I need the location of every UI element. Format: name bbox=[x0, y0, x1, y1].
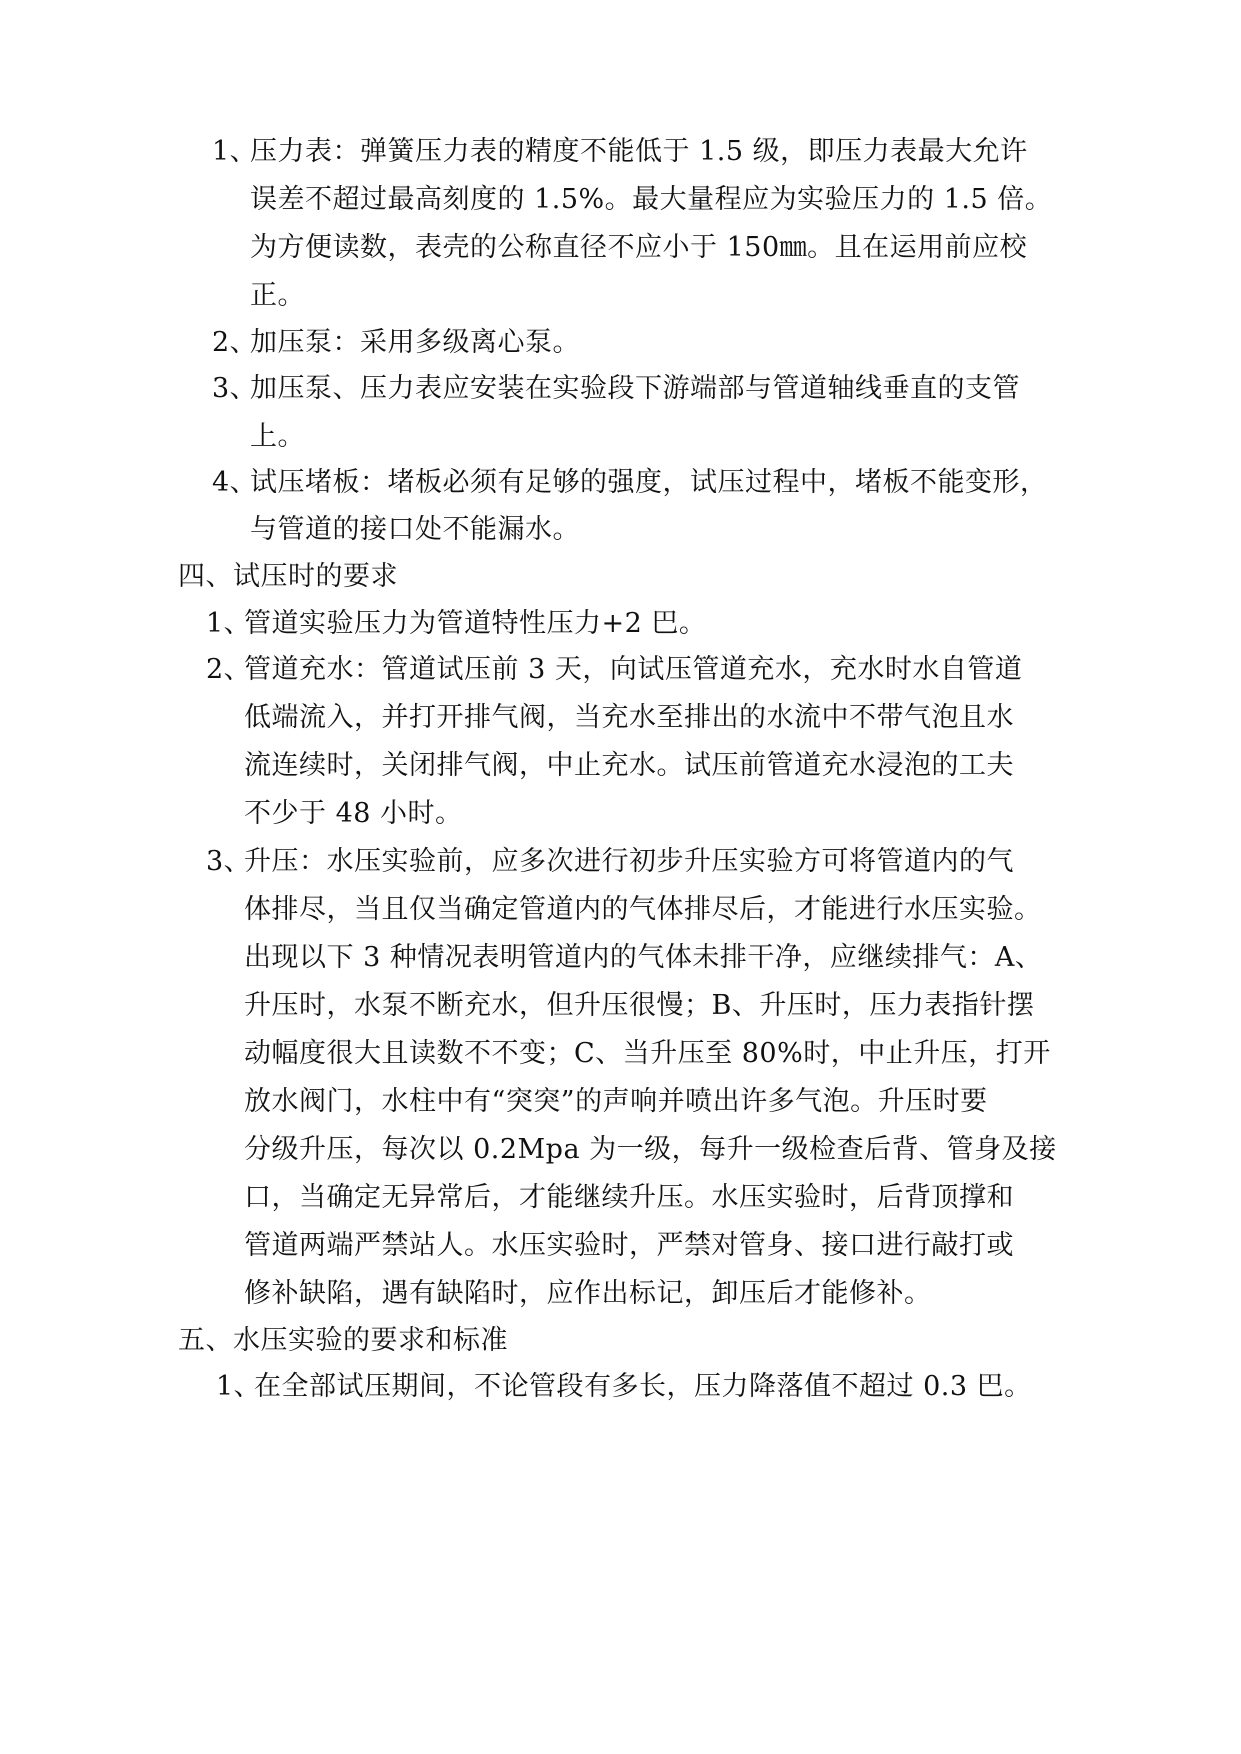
item-text-line: 为方便读数，表壳的公称直径不应小于 150㎜。且在运用前应校 bbox=[250, 232, 1028, 263]
item-text-line: 升压：水压实验前，应多次进行初步升压实验方可将管道内的气 bbox=[244, 846, 1014, 877]
item-text-line: 试压堵板：堵板必须有足够的强度，试压过程中，堵板不能变形， bbox=[250, 467, 1048, 498]
item-marker: 1、 bbox=[212, 136, 258, 167]
item-marker: 1、 bbox=[206, 608, 252, 639]
item-marker: 2、 bbox=[212, 327, 258, 358]
item-text-line: 出现以下 3 种情况表明管道内的气体未排干净，应继续排气：A、 bbox=[244, 942, 1043, 973]
item-text-line: 修补缺陷，遇有缺陷时，应作出标记，卸压后才能修补。 bbox=[244, 1278, 932, 1309]
item-text-line: 管道实验压力为管道特性压力+2 巴。 bbox=[244, 608, 707, 639]
item-marker: 3、 bbox=[212, 373, 258, 404]
item-text-line: 管道充水：管道试压前 3 天，向试压管道充水，充水时水自管道 bbox=[244, 654, 1023, 685]
item-text-line: 动幅度很大且读数不不变；C、当升压至 80%时，中止升压，打开 bbox=[244, 1038, 1051, 1069]
item-text-line: 在全部试压期间，不论管段有多长，压力降落值不超过 0.3 巴。 bbox=[254, 1371, 1032, 1402]
item-text-line: 加压泵：采用多级离心泵。 bbox=[250, 327, 580, 358]
item-text-line: 分级升压，每次以 0.2Mpa 为一级，每升一级检查后背、管身及接 bbox=[244, 1134, 1057, 1165]
section-heading: 五、水压实验的要求和标准 bbox=[178, 1325, 508, 1356]
item-text-line: 流连续时，关闭排气阀，中止充水。试压前管道充水浸泡的工夫 bbox=[244, 750, 1014, 781]
item-text-line: 管道两端严禁站人。水压实验时，严禁对管身、接口进行敲打或 bbox=[244, 1230, 1014, 1261]
item-marker: 4、 bbox=[212, 467, 258, 498]
item-text-line: 压力表：弹簧压力表的精度不能低于 1.5 级，即压力表最大允许 bbox=[250, 136, 1028, 167]
item-text-line: 升压时，水泵不断充水，但升压很慢；B、升压时，压力表指针摆 bbox=[244, 990, 1035, 1021]
item-text-line: 加压泵、压力表应安装在实验段下游端部与管道轴线垂直的支管 bbox=[250, 373, 1020, 404]
item-marker: 1、 bbox=[216, 1371, 262, 1402]
item-text-line: 放水阀门，水柱中有“突突”的声响并喷出许多气泡。升压时要 bbox=[244, 1086, 988, 1117]
item-text-line: 与管道的接口处不能漏水。 bbox=[250, 514, 580, 545]
item-marker: 2、 bbox=[206, 654, 252, 685]
item-text-line: 低端流入，并打开排气阀，当充水至排出的水流中不带气泡且水 bbox=[244, 702, 1014, 733]
item-text-line: 正。 bbox=[250, 280, 305, 311]
section-heading: 四、试压时的要求 bbox=[178, 561, 398, 592]
item-text-line: 不少于 48 小时。 bbox=[244, 798, 463, 829]
item-text-line: 口，当确定无异常后，才能继续升压。水压实验时，后背顶撑和 bbox=[244, 1182, 1014, 1213]
item-text-line: 误差不超过最高刻度的 1.5%。最大量程应为实验压力的 1.5 倍。 bbox=[250, 184, 1053, 215]
item-text-line: 上。 bbox=[250, 421, 305, 452]
item-marker: 3、 bbox=[206, 846, 252, 877]
item-text-line: 体排尽，当且仅当确定管道内的气体排尽后，才能进行水压实验。 bbox=[244, 894, 1042, 925]
